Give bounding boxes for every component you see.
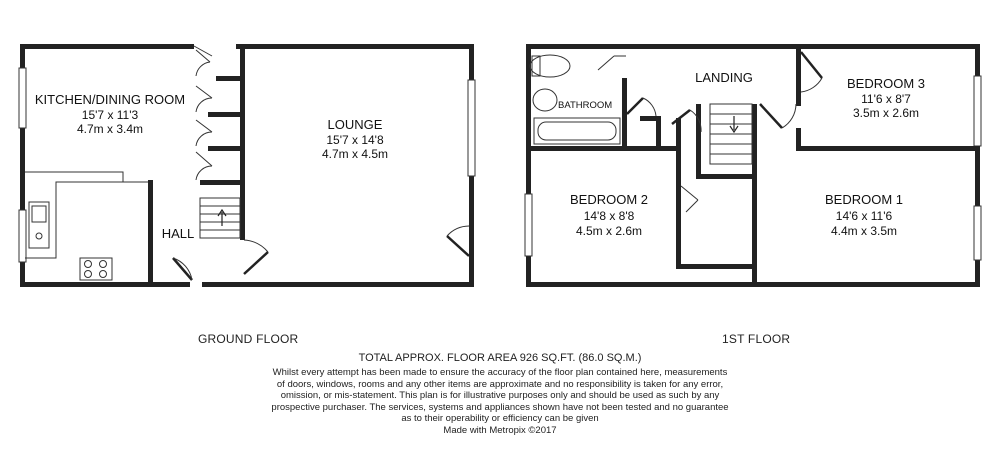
gf-kitchen-window-lower	[19, 210, 26, 262]
total-floor-area: TOTAL APPROX. FLOOR AREA 926 SQ.FT. (86.0 SQ.M.)	[358, 352, 642, 364]
gf-lounge-partition-wall	[240, 44, 245, 240]
ff-bed2-cupboard-door	[681, 186, 698, 212]
gf-cupboard-wall-2	[208, 112, 244, 117]
bedroom2-metric: 4.5m x 2.6m	[575, 224, 643, 238]
ff-bedroom3-door-leaf	[801, 52, 822, 78]
gf-hob-ring-2	[100, 261, 107, 268]
ff-bathroom-right-wall	[622, 78, 627, 150]
bedroom3-name: BEDROOM 3	[846, 76, 926, 91]
gf-lounge-window	[468, 80, 475, 176]
ground-floor-label: GROUND FLOOR	[198, 332, 299, 346]
bedroom1-metric: 4.4m x 3.5m	[830, 224, 898, 238]
gf-cupboard-wall-1	[216, 76, 244, 81]
gf-bottom-wall-right	[202, 282, 474, 287]
ff-bathroom-door-swing	[643, 98, 656, 116]
bedroom2-name: BEDROOM 2	[569, 192, 649, 207]
bedroom2-imperial: 14'8 x 8'8	[583, 209, 635, 223]
ff-basin	[533, 89, 557, 111]
ff-bed2-right-wall	[676, 118, 681, 268]
gf-lounge-side-door-leaf	[447, 236, 469, 256]
ground-floor-plan	[19, 44, 475, 287]
ff-stair-right-wall	[752, 104, 757, 282]
gf-sink-bowl	[32, 206, 46, 222]
ff-airing-door	[598, 56, 626, 70]
disclaimer-line: of doors, windows, rooms and any other items are approximate and no responsibility is taken for any error,	[276, 378, 724, 390]
credit-line: Made with Metropix ©2017	[443, 424, 557, 436]
landing-name: LANDING	[695, 70, 753, 85]
lounge-name: LOUNGE	[327, 117, 383, 132]
ff-bedroom1-door-swing	[782, 104, 796, 128]
ff-bedroom3-door-swing	[801, 78, 822, 92]
bedroom3-imperial: 11'6 x 8'7	[861, 92, 911, 106]
gf-hob-ring-1	[85, 261, 92, 268]
disclaimer-line: prospective purchaser. The services, systems and appliances shown have not been tested and no guarantee	[271, 401, 729, 413]
first-floor-label: 1ST FLOOR	[722, 332, 791, 346]
disclaimer-line: omission, or mis-statement. This plan is for illustrative purposes only and should be used as such by any	[280, 390, 720, 402]
ff-bedroom2-window	[525, 194, 532, 256]
disclaimer	[0, 367, 1000, 437]
ff-bed2-cupboard-base	[676, 264, 756, 269]
gf-lounge-door-leaf	[244, 252, 268, 274]
gf-cupboard-door-2	[196, 86, 212, 112]
ff-bath-inner	[538, 122, 616, 140]
ff-bedroom1-door-leaf	[760, 104, 782, 128]
ff-top-wall	[526, 44, 980, 49]
gf-sink-drain	[36, 233, 42, 239]
gf-cupboard-door-3	[196, 120, 212, 146]
ff-bathroom-bottom-wall	[531, 146, 663, 151]
gf-stairs	[200, 198, 240, 238]
gf-top-wall-left	[20, 44, 194, 49]
gf-bottom-wall-left	[20, 282, 190, 287]
gf-top-wall-right	[236, 44, 474, 49]
ff-toilet	[530, 55, 570, 77]
disclaimer-line: Whilst every attempt has been made to ensure the accuracy of the floor plan contained here, measurements	[272, 367, 728, 378]
gf-hob-ring-4	[100, 271, 107, 278]
bedroom1-name: BEDROOM 1	[824, 192, 904, 207]
ff-bedroom3-bottom-wall	[796, 146, 980, 151]
disclaimer-line: as to their operability or efficiency can be given	[401, 413, 599, 425]
bedroom3-metric: 3.5m x 2.6m	[852, 106, 920, 120]
gf-hob-ring-3	[85, 271, 92, 278]
ff-bathroom-door-leaf	[627, 98, 643, 114]
gf-lounge-side-door-swing	[447, 226, 469, 236]
ff-bedroom3-left-wall-upper	[796, 44, 801, 106]
lounge-metric: 4.7m x 4.5m	[321, 147, 389, 161]
kitchen-imperial: 15'7 x 11'3	[81, 108, 139, 122]
gf-cupboard-door-4	[196, 152, 212, 180]
ff-bedroom3-window	[974, 76, 981, 146]
first-floor-plan	[525, 44, 981, 287]
ff-bathroom-stub-top	[640, 116, 660, 121]
kitchen-name: KITCHEN/DINING ROOM	[34, 92, 186, 107]
ff-stair-left-wall	[696, 104, 701, 178]
gf-lounge-door-swing	[244, 240, 268, 252]
gf-cupboard-wall-3	[208, 146, 244, 151]
ff-toilet-cistern	[532, 56, 540, 76]
ff-bedroom1-window	[974, 206, 981, 260]
gf-kitchen-counter	[25, 172, 123, 258]
ff-bed2-top-left	[531, 146, 537, 151]
ff-bottom-wall	[526, 282, 980, 287]
gf-stair-treads	[200, 206, 240, 230]
ff-bathroom-stub	[656, 116, 661, 150]
gf-stair-arrow-icon	[218, 210, 226, 226]
ff-stair-treads	[710, 114, 752, 154]
lounge-imperial: 15'7 x 14'8	[326, 133, 384, 147]
gf-hob	[80, 258, 112, 280]
gf-hall-partition-wall	[148, 180, 153, 282]
kitchen-metric: 4.7m x 3.4m	[76, 122, 144, 136]
gf-cupboard-wall-4	[200, 180, 244, 185]
gf-hall-front-door-leaf	[173, 258, 192, 280]
ff-stair-bottom-wall	[696, 174, 756, 179]
gf-kitchen-window-upper	[19, 68, 26, 128]
bedroom1-imperial: 14'6 x 11'6	[835, 209, 893, 223]
hall-name: HALL	[161, 226, 195, 241]
bathroom-name: BATHROOM	[558, 100, 613, 111]
